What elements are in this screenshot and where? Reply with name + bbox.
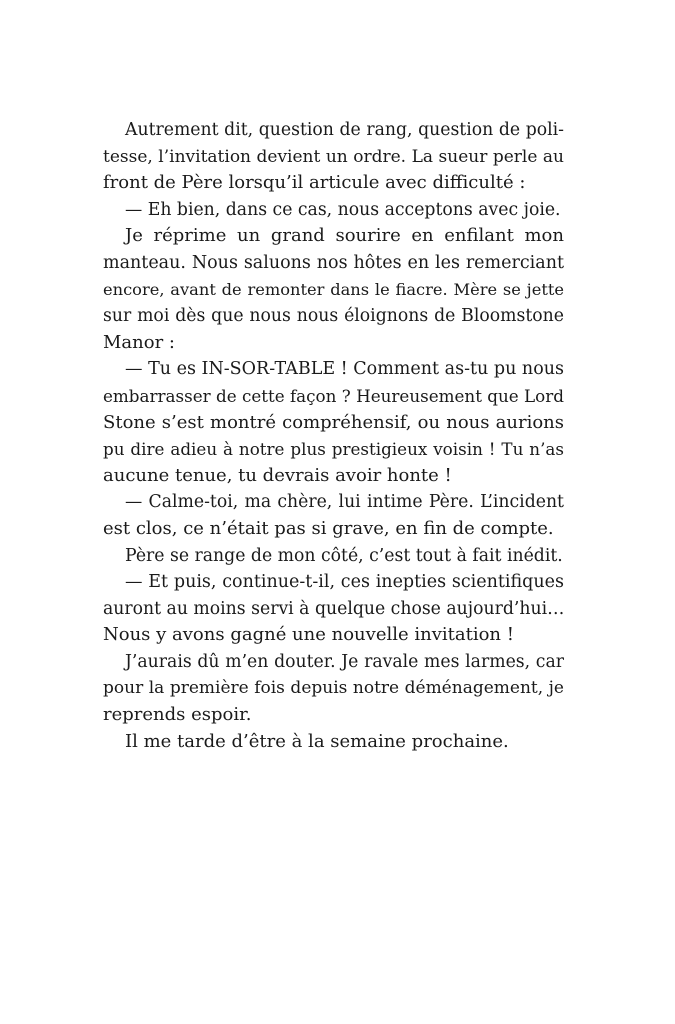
text-line: — Et puis, continue-t-il, ces inepties scientifiques — [125, 572, 564, 593]
text-line: — Calme-toi, ma chère, lui intime Père. L’incident — [125, 492, 564, 513]
text-line: reprends espoir. — [103, 704, 252, 726]
text-line: pour la première fois depuis notre déménagement, je — [103, 678, 564, 699]
text-line: Autrement dit, question de rang, question de poli- — [125, 120, 564, 140]
text-line: Manor : — [103, 331, 175, 353]
text-line: encore, avant de remonter dans le fiacre. Mère se jette — [103, 279, 564, 299]
text-line: pu dire adieu à notre plus prestigieux voisin ! Tu n’as — [103, 439, 564, 460]
text-line: manteau. Nous saluons nos hôtes en les remerciant — [103, 252, 564, 273]
text-line: — Eh bien, dans ce cas, nous acceptons avec joie. — [125, 199, 561, 220]
text-line: tesse, l’invitation devient un ordre. La sueur perle au — [103, 146, 564, 167]
text-line: aucune tenue, tu devrais avoir honte ! — [103, 464, 452, 486]
text-line: front de Père lorsqu’il articule avec difficulté : — [103, 172, 526, 194]
text-line: J’aurais dû m’en douter. Je ravale mes larmes, car — [125, 651, 564, 672]
text-line: embarrasser de cette façon ? Heureusement que Lord — [103, 385, 564, 406]
body-text — [103, 117, 564, 755]
text-line: Il me tarde d’être à la semaine prochaine. — [125, 730, 509, 752]
text-line: Stone s’est montré compréhensif, ou nous aurions — [103, 411, 564, 433]
text-line: Je réprime un grand sourire en enfilant mon — [125, 225, 564, 247]
text-line: est clos, ce n’était pas si grave, en fin de compte. — [103, 517, 554, 539]
text-line: auront au moins servi à quelque chose aujourd’hui… — [103, 598, 565, 619]
text-line: Père se range de mon côté, c’est tout à fait inédit. — [125, 545, 563, 566]
text-line: — Tu es IN-SOR-TABLE ! Comment as-tu pu nous — [125, 359, 564, 380]
text-line: sur moi dès que nous nous éloignons de Bloomstone — [103, 306, 564, 327]
text-line: Nous y avons gagné une nouvelle invitation ! — [103, 624, 514, 646]
